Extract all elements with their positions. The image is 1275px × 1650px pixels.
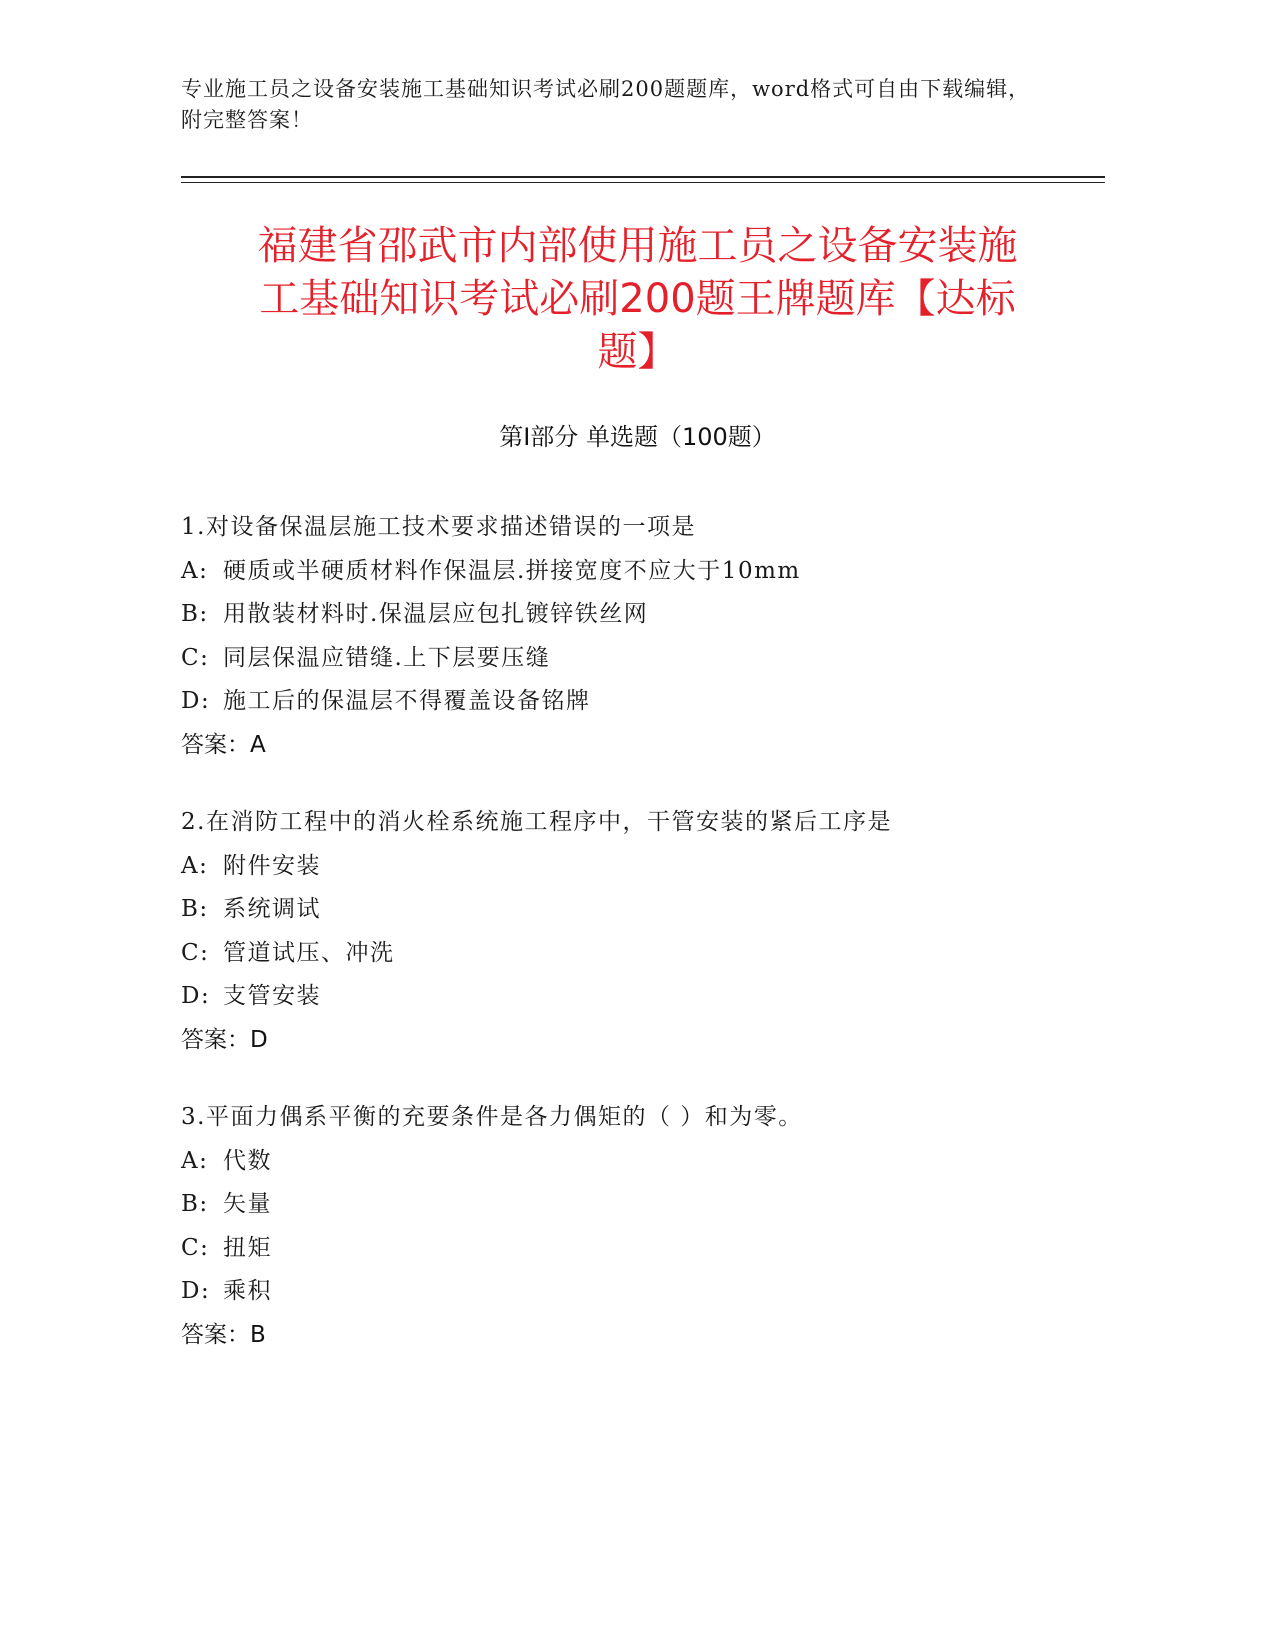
option-text: 同层保温应错缝.上下层要压缝 — [223, 644, 551, 671]
option-text: 支管安装 — [223, 983, 321, 1009]
option-key: C: — [181, 644, 210, 671]
option-a — [181, 845, 1081, 889]
option-text: 管道试压、冲洗 — [223, 939, 395, 966]
title-line: 福建省邵武市内部使用施工员之设备安装施 — [257, 223, 1018, 269]
option-a — [181, 1140, 1081, 1184]
answer-line — [181, 1019, 1081, 1063]
header-divider-thin — [181, 182, 1105, 183]
title-line: 题】 — [597, 329, 678, 375]
option-key: B: — [181, 1191, 209, 1217]
option-text: 硬质或半硬质材料作保温层.拼接宽度不应大于10mm — [223, 557, 801, 584]
option-key: D: — [181, 983, 211, 1009]
question-list — [181, 506, 1081, 1391]
question-2 — [181, 801, 1081, 1062]
answer-label: 答案： — [181, 1321, 250, 1348]
option-d — [181, 680, 1081, 724]
option-b — [181, 888, 1081, 932]
option-text: 代数 — [223, 1147, 272, 1174]
option-key: B: — [181, 896, 209, 922]
question-3 — [181, 1096, 1081, 1357]
answer-value: B — [250, 1321, 266, 1348]
question-stem: 3.平面力偶系平衡的充要条件是各力偶矩的（ ）和为零。 — [181, 1104, 803, 1130]
answer-label: 答案： — [181, 731, 250, 758]
header-note: 专业施工员之设备安装施工基础知识考试必刷200题题库，word格式可自由下载编辑，附完整答案！ — [181, 77, 1031, 132]
option-key: A: — [181, 1147, 209, 1174]
option-c — [181, 932, 1081, 976]
option-d — [181, 975, 1081, 1019]
option-key: A: — [181, 557, 209, 584]
answer-label: 答案： — [181, 1026, 250, 1053]
option-text: 施工后的保温层不得覆盖设备铭牌 — [223, 688, 591, 714]
option-c — [181, 1227, 1081, 1271]
option-a — [181, 550, 1081, 594]
answer-value: D — [250, 1026, 268, 1053]
option-text: 矢量 — [223, 1191, 272, 1217]
question-stem: 2.在消防工程中的消火栓系统施工程序中，干管安装的紧后工序是 — [181, 809, 892, 835]
option-c — [181, 637, 1081, 681]
option-text: 系统调试 — [223, 896, 321, 922]
section-title: 第I部分 单选题（100题） — [499, 423, 776, 451]
option-key: C: — [181, 1234, 210, 1261]
question-1 — [181, 506, 1081, 767]
answer-value: A — [250, 731, 266, 758]
option-key: B: — [181, 601, 209, 627]
title-line: 工基础知识考试必刷200题王牌题库【达标 — [259, 276, 1016, 322]
option-text: 用散装材料时.保温层应包扎镀锌铁丝网 — [223, 601, 649, 627]
option-key: A: — [181, 852, 209, 879]
option-text: 附件安装 — [223, 852, 321, 879]
option-key: D: — [181, 1278, 211, 1304]
answer-line — [181, 1314, 1081, 1358]
option-text: 乘积 — [223, 1278, 272, 1304]
option-text: 扭矩 — [223, 1234, 272, 1261]
option-key: C: — [181, 939, 210, 966]
header-divider-thick — [181, 176, 1105, 178]
question-stem: 1.对设备保温层施工技术要求描述错误的一项是 — [181, 514, 696, 540]
answer-line — [181, 724, 1081, 768]
document-title — [170, 220, 1105, 379]
option-b — [181, 1183, 1081, 1227]
option-b — [181, 593, 1081, 637]
option-d — [181, 1270, 1081, 1314]
option-key: D: — [181, 688, 211, 714]
